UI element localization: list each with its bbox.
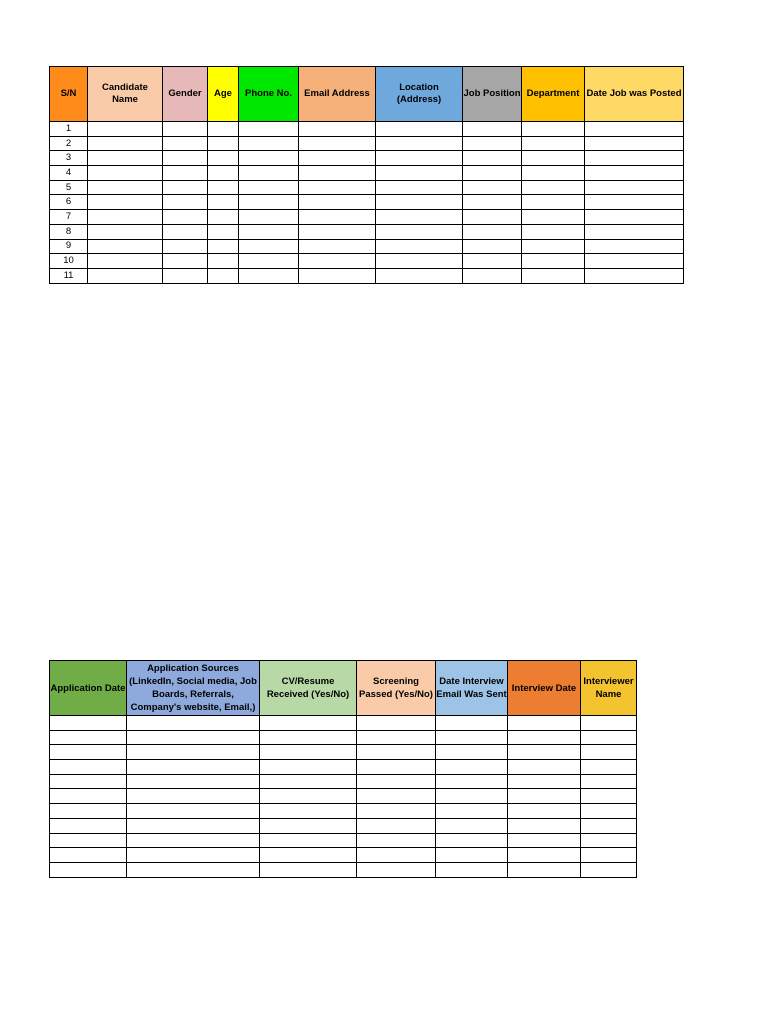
sn-cell: 7 [50, 210, 88, 225]
table-cell[interactable] [522, 136, 585, 151]
sn-cell: 4 [50, 166, 88, 181]
table-cell[interactable] [163, 180, 208, 195]
table-cell[interactable] [436, 789, 508, 804]
table-cell[interactable] [585, 166, 684, 181]
table-cell[interactable] [585, 268, 684, 283]
table-row [50, 151, 684, 166]
table-cell[interactable] [376, 268, 463, 283]
sn-cell: 1 [50, 122, 88, 137]
table-cell[interactable] [522, 122, 585, 137]
table-row [50, 862, 637, 877]
table-cell[interactable] [260, 848, 357, 863]
table-cell[interactable] [88, 210, 163, 225]
table-cell[interactable] [260, 774, 357, 789]
table-cell[interactable] [127, 833, 260, 848]
table-cell[interactable] [50, 862, 127, 877]
table-cell[interactable] [463, 180, 522, 195]
application-tracking-table [49, 660, 637, 878]
table-cell[interactable] [522, 224, 585, 239]
table-cell[interactable] [522, 195, 585, 210]
table-cell[interactable] [508, 760, 581, 775]
table-cell[interactable] [522, 210, 585, 225]
table-cell[interactable] [585, 122, 684, 137]
table-cell[interactable] [508, 848, 581, 863]
table-cell[interactable] [522, 254, 585, 269]
table-cell[interactable] [581, 745, 637, 760]
table-cell[interactable] [508, 833, 581, 848]
table-cell[interactable] [357, 716, 436, 731]
table-cell[interactable] [463, 122, 522, 137]
table-cell[interactable] [376, 210, 463, 225]
table-cell[interactable] [376, 166, 463, 181]
table-cell[interactable] [208, 166, 239, 181]
table-cell[interactable] [239, 151, 299, 166]
header-phone: Phone No. [239, 67, 299, 122]
sn-cell: 6 [50, 195, 88, 210]
table-cell[interactable] [50, 730, 127, 745]
table-cell[interactable] [163, 239, 208, 254]
table-cell[interactable] [581, 848, 637, 863]
table-row [50, 254, 684, 269]
table-cell[interactable] [585, 136, 684, 151]
table-cell[interactable] [163, 254, 208, 269]
table-cell[interactable] [239, 224, 299, 239]
table-cell[interactable] [163, 195, 208, 210]
table-row [50, 224, 684, 239]
header-interview-date: Interview Date [508, 661, 581, 716]
table-cell[interactable] [299, 180, 376, 195]
table-cell[interactable] [50, 774, 127, 789]
table-cell[interactable] [436, 848, 508, 863]
table-cell[interactable] [260, 730, 357, 745]
table-row [50, 716, 637, 731]
table-cell[interactable] [260, 804, 357, 819]
table-cell[interactable] [208, 151, 239, 166]
table-cell[interactable] [50, 833, 127, 848]
table-cell[interactable] [376, 122, 463, 137]
table-cell[interactable] [436, 745, 508, 760]
table-cell[interactable] [522, 239, 585, 254]
table-cell[interactable] [357, 774, 436, 789]
table-row [50, 239, 684, 254]
table-cell[interactable] [127, 716, 260, 731]
table-cell[interactable] [357, 818, 436, 833]
table-cell[interactable] [522, 180, 585, 195]
table-cell[interactable] [522, 268, 585, 283]
table-cell[interactable] [357, 730, 436, 745]
table-cell[interactable] [508, 804, 581, 819]
table-cell[interactable] [299, 268, 376, 283]
table-cell[interactable] [127, 789, 260, 804]
table-cell[interactable] [299, 254, 376, 269]
table-cell[interactable] [436, 862, 508, 877]
table-cell[interactable] [508, 730, 581, 745]
table-cell[interactable] [581, 774, 637, 789]
table-cell[interactable] [208, 136, 239, 151]
table-cell[interactable] [436, 730, 508, 745]
table-cell[interactable] [508, 716, 581, 731]
table-cell[interactable] [463, 151, 522, 166]
table-row [50, 180, 684, 195]
table-cell[interactable] [127, 862, 260, 877]
table-cell[interactable] [376, 224, 463, 239]
table-row [50, 122, 684, 137]
table-cell[interactable] [581, 716, 637, 731]
table-row [50, 760, 637, 775]
table-cell[interactable] [581, 730, 637, 745]
table-cell[interactable] [163, 268, 208, 283]
table-row [50, 730, 637, 745]
table-row [50, 268, 684, 283]
table-cell[interactable] [463, 239, 522, 254]
header-interview-email-sent: Date Interview Email Was Sent [436, 661, 508, 716]
table-cell[interactable] [127, 818, 260, 833]
table-cell[interactable] [585, 254, 684, 269]
table-row [50, 789, 637, 804]
table-cell[interactable] [260, 716, 357, 731]
table-cell[interactable] [239, 136, 299, 151]
table-cell[interactable] [163, 151, 208, 166]
table-cell[interactable] [260, 818, 357, 833]
table-cell[interactable] [299, 166, 376, 181]
table-cell[interactable] [436, 760, 508, 775]
table-cell[interactable] [357, 862, 436, 877]
table-cell[interactable] [208, 239, 239, 254]
table-cell[interactable] [50, 789, 127, 804]
table-cell[interactable] [357, 745, 436, 760]
table-row [50, 136, 684, 151]
table-cell[interactable] [88, 268, 163, 283]
sn-cell: 11 [50, 268, 88, 283]
table-cell[interactable] [581, 862, 637, 877]
table-cell[interactable] [50, 716, 127, 731]
table-cell[interactable] [376, 151, 463, 166]
header-row [50, 661, 637, 716]
table-cell[interactable] [436, 833, 508, 848]
table-cell[interactable] [585, 224, 684, 239]
table-cell[interactable] [581, 833, 637, 848]
table-cell[interactable] [208, 180, 239, 195]
table-cell[interactable] [208, 268, 239, 283]
header-date-job-posted: Date Job was Posted [585, 67, 684, 122]
sn-cell: 10 [50, 254, 88, 269]
table-cell[interactable] [357, 804, 436, 819]
table-cell[interactable] [208, 195, 239, 210]
table-cell[interactable] [585, 151, 684, 166]
table-cell[interactable] [260, 862, 357, 877]
table-cell[interactable] [260, 745, 357, 760]
table-row [50, 210, 684, 225]
header-email: Email Address [299, 67, 376, 122]
sn-cell: 5 [50, 180, 88, 195]
table-cell[interactable] [239, 180, 299, 195]
table-row [50, 848, 637, 863]
table-cell[interactable] [208, 254, 239, 269]
table-cell[interactable] [299, 210, 376, 225]
table-row [50, 804, 637, 819]
table-cell[interactable] [585, 195, 684, 210]
table-cell[interactable] [463, 166, 522, 181]
table-cell[interactable] [376, 136, 463, 151]
header-candidate-name: Candidate Name [88, 67, 163, 122]
table-cell[interactable] [88, 254, 163, 269]
table-cell[interactable] [127, 804, 260, 819]
table-cell[interactable] [88, 151, 163, 166]
header-gender: Gender [163, 67, 208, 122]
header-job-position: Job Position [463, 67, 522, 122]
table-cell[interactable] [463, 136, 522, 151]
table-cell[interactable] [376, 239, 463, 254]
table-cell[interactable] [508, 862, 581, 877]
table-cell[interactable] [357, 789, 436, 804]
table-cell[interactable] [376, 254, 463, 269]
header-screening-passed: Screening Passed (Yes/No) [357, 661, 436, 716]
table-row [50, 745, 637, 760]
table-cell[interactable] [50, 804, 127, 819]
table-cell[interactable] [88, 239, 163, 254]
sn-cell: 9 [50, 239, 88, 254]
table-cell[interactable] [260, 833, 357, 848]
table-cell[interactable] [88, 224, 163, 239]
table-cell[interactable] [299, 239, 376, 254]
table-cell[interactable] [127, 760, 260, 775]
candidate-info-table [49, 66, 684, 284]
header-age: Age [208, 67, 239, 122]
header-application-date: Application Date [50, 661, 127, 716]
sn-cell: 8 [50, 224, 88, 239]
table-row [50, 833, 637, 848]
table-cell[interactable] [508, 745, 581, 760]
header-cv-received: CV/Resume Received (Yes/No) [260, 661, 357, 716]
table-cell[interactable] [376, 180, 463, 195]
table-cell[interactable] [127, 730, 260, 745]
table-row [50, 166, 684, 181]
table-cell[interactable] [436, 818, 508, 833]
table-cell[interactable] [127, 745, 260, 760]
table-cell[interactable] [50, 760, 127, 775]
table-cell[interactable] [50, 818, 127, 833]
table-cell[interactable] [163, 210, 208, 225]
table-cell[interactable] [208, 224, 239, 239]
table-cell[interactable] [508, 774, 581, 789]
table-cell[interactable] [239, 268, 299, 283]
table-cell[interactable] [463, 268, 522, 283]
table-cell[interactable] [376, 195, 463, 210]
table-cell[interactable] [581, 760, 637, 775]
table-row [50, 774, 637, 789]
table-cell[interactable] [463, 195, 522, 210]
sn-cell: 3 [50, 151, 88, 166]
table-cell[interactable] [463, 254, 522, 269]
table-cell[interactable] [463, 210, 522, 225]
table-row [50, 195, 684, 210]
table-cell[interactable] [163, 136, 208, 151]
table-cell[interactable] [208, 210, 239, 225]
header-application-sources: Application Sources (LinkedIn, Social media, Job Boards, Referrals, Company's website, Email,) [127, 661, 260, 716]
table-cell[interactable] [522, 151, 585, 166]
table-cell[interactable] [299, 122, 376, 137]
table-cell[interactable] [581, 789, 637, 804]
table-cell[interactable] [163, 122, 208, 137]
table-cell[interactable] [508, 789, 581, 804]
table-cell[interactable] [299, 151, 376, 166]
table-cell[interactable] [88, 136, 163, 151]
table-cell[interactable] [299, 224, 376, 239]
table-cell[interactable] [88, 180, 163, 195]
table-cell[interactable] [239, 239, 299, 254]
table-cell[interactable] [299, 136, 376, 151]
table-cell[interactable] [239, 195, 299, 210]
table-cell[interactable] [127, 774, 260, 789]
header-row [50, 67, 684, 122]
header-location: Location (Address) [376, 67, 463, 122]
table-cell[interactable] [208, 122, 239, 137]
table-cell[interactable] [239, 122, 299, 137]
table-cell[interactable] [357, 833, 436, 848]
table-cell[interactable] [50, 745, 127, 760]
table-cell[interactable] [585, 239, 684, 254]
table-cell[interactable] [585, 210, 684, 225]
table-cell[interactable] [50, 848, 127, 863]
table-cell[interactable] [436, 716, 508, 731]
table-cell[interactable] [357, 760, 436, 775]
header-department: Department [522, 67, 585, 122]
table-cell[interactable] [585, 180, 684, 195]
table-cell[interactable] [239, 210, 299, 225]
table-row [50, 818, 637, 833]
table-cell[interactable] [357, 848, 436, 863]
header-interviewer-name: Interviewer Name [581, 661, 637, 716]
table-cell[interactable] [239, 254, 299, 269]
sn-cell: 2 [50, 136, 88, 151]
header-sn: S/N [50, 67, 88, 122]
table-cell[interactable] [260, 760, 357, 775]
table-cell[interactable] [436, 804, 508, 819]
table-cell[interactable] [88, 122, 163, 137]
table-cell[interactable] [463, 224, 522, 239]
table-cell[interactable] [88, 166, 163, 181]
table-cell[interactable] [436, 774, 508, 789]
table-cell[interactable] [127, 848, 260, 863]
table-cell[interactable] [88, 195, 163, 210]
table-cell[interactable] [239, 166, 299, 181]
table-cell[interactable] [163, 166, 208, 181]
table-cell[interactable] [581, 818, 637, 833]
table-cell[interactable] [522, 166, 585, 181]
table-cell[interactable] [299, 195, 376, 210]
table-cell[interactable] [581, 804, 637, 819]
table-cell[interactable] [260, 789, 357, 804]
table-cell[interactable] [163, 224, 208, 239]
table-cell[interactable] [508, 818, 581, 833]
